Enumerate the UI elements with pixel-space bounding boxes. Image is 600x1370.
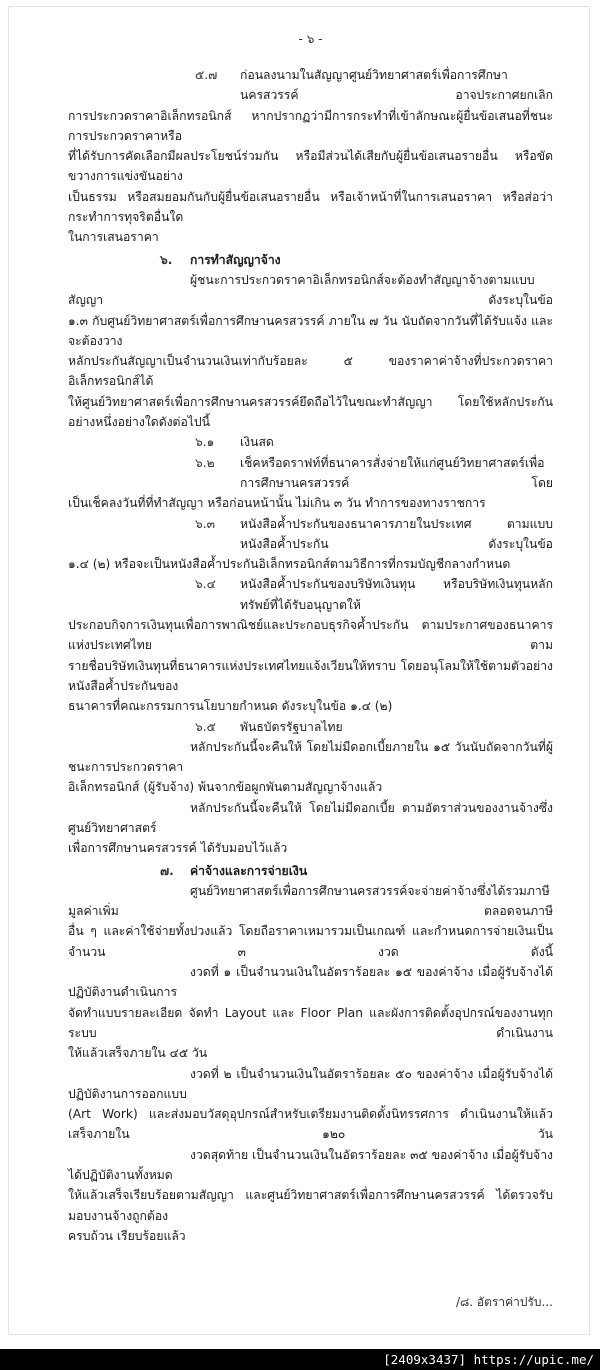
text-line: (Art Work) และส่งมอบวัสดุอุปกรณ์สำหรับเตรียมงานติดตั้งนิทรรศการ ดำเนินงานให้แล้วเสร็จภายใน ๑๒๐ วัน [68, 1107, 553, 1142]
text-line: อิเล็กทรอนิกส์ (ผู้รับจ้าง) พ้นจากข้อผูกพันตามสัญญาจ้างแล้ว [68, 780, 383, 795]
text-line: ศูนย์วิทยาศาสตร์เพื่อการศึกษานครสวรรค์จะจ่ายค่าจ้างซึ่งได้รวมภาษีมูลค่าเพิ่ม ตลอดจนภาษี [68, 883, 553, 919]
section-heading-row [160, 861, 553, 881]
watermark-bar [0, 1349, 600, 1370]
text-line: เพื่อการศึกษานครสวรรค์ ได้รับมอบไว้แล้ว [68, 841, 288, 856]
text-line: ๑.๓ กับศูนย์วิทยาศาสตร์เพื่อการศึกษานครสวรรค์ ภายใน ๗ วัน นับถัดจากวันที่ได้รับแจ้ง และจะต้องวาง [68, 313, 553, 348]
clause-number: ๕.๗ [195, 68, 218, 82]
text-line: การประกวดราคาอิเล็กทรอนิกส์ หากปรากฏว่ามีการกระทำที่เข้าลักษณะผู้ยื่นข้อเสนอที่ชนะการประกวดราคาหรือ [68, 108, 553, 143]
text-line: หนังสือค้ำประกันของบริษัทเงินทุน หรือบริษัทเงินทุนหลักทรัพย์ที่ได้รับอนุญาตให้ [240, 577, 553, 612]
text-line: เป็นเช็คลงวันที่ที่ทำสัญญา หรือก่อนหน้านั้น ไม่เกิน ๓ วัน ทำการของทางราชการ [68, 496, 486, 511]
text-line: ให้ศูนย์วิทยาศาสตร์เพื่อการศึกษานครสวรรค์ยึดถือไว้ในขณะทำสัญญา โดยใช้หลักประกันอย่างหนึ่งอย่างใดดังต่อไปนี้ [68, 394, 553, 430]
text-line: ประกอบกิจการเงินทุนเพื่อการพาณิชย์และประกอบธุรกิจค้ำประกัน ตามประกาศของธนาคารแห่งประเทศไทย ตาม [68, 618, 553, 653]
clause-row [195, 65, 553, 106]
text-line: ครบถ้วน เรียบร้อยแล้ว [68, 1228, 186, 1243]
clause-number: ๖.๕ [195, 719, 216, 734]
text-line: ธนาคารที่คณะกรรมการนโยบายกำหนด ดังระบุในข้อ ๑.๔ (๒) [68, 699, 393, 714]
watermark-text: [2409x3437] https://upic.me/ [383, 1352, 594, 1368]
text-line: ในการเสนอราคา [68, 230, 159, 245]
clause-number: ๖.๒ [195, 455, 215, 470]
page-number: - ๖ - [298, 32, 323, 46]
text-line: ก่อนลงนามในสัญญาศูนย์วิทยาศาสตร์เพื่อการศึกษานครสวรรค์ อาจประกาศยกเลิก [240, 68, 553, 103]
text-line: ผู้ชนะการประกวดราคาอิเล็กทรอนิกส์จะต้องทำสัญญาจ้างตามแบบสัญญา ดังระบุในข้อ [68, 272, 553, 308]
text-line: เป็นธรรม หรือสมยอมกันกับผู้ยื่นข้อเสนอรายอื่น หรือเจ้าหน้าที่ในการเสนอราคา หรือส่อว่ากระทำการทุจริตอื่นใด [68, 189, 553, 225]
text-line: พันธบัตรรัฐบาลไทย [240, 719, 343, 734]
clause-row [195, 717, 553, 737]
text-line: ที่ได้รับการคัดเลือกมีผลประโยชน์ร่วมกัน หรือมีส่วนได้เสียกับผู้ยื่นข้อเสนอรายอื่น หรือขัดขวางการแข่งขันอย่าง [68, 149, 553, 184]
text-line: รายชื่อบริษัทเงินทุนที่ธนาคารแห่งประเทศไทยแจ้งเวียนให้ทราบ โดยอนุโลมให้ใช้ตามตัวอย่างหนังสือค้ำประกันของ [68, 658, 553, 693]
clause-row [195, 514, 553, 555]
section-number: ๗. [160, 863, 174, 878]
text-line: อื่น ๆ และค่าใช้จ่ายทั้งปวงแล้ว โดยถือราคาเหมารวมเป็นเกณฑ์ และกำหนดการจ่ายเงินเป็น จำนวน ๓ งวด ดังนี้ [68, 924, 553, 959]
text-line: หลักประกันนี้จะคืนให้ โดยไม่มีดอกเบี้ยภายใน ๑๕ วันนับถัดจากวันที่ผู้ชนะการประกวดราคา [68, 739, 553, 775]
text-line: เงินสด [240, 435, 274, 450]
clause-row [195, 432, 553, 452]
clause-number: ๖.๔ [195, 577, 216, 592]
text-line: หลักประกันสัญญาเป็นจำนวนเงินเท่ากับร้อยละ ๕ ของราคาค่าจ้างที่ประกวดราคาอิเล็กทรอนิกส์ได้ [68, 354, 553, 389]
section-heading: ค่าจ้างและการจ่ายเงิน [190, 863, 308, 878]
clause-number: ๖.๓ [195, 516, 215, 531]
section-number: ๖. [160, 252, 173, 267]
page-sheet [8, 6, 590, 1335]
document-body [68, 65, 553, 1246]
text-line: หนังสือค้ำประกันของธนาคารภายในประเทศ ตามแบบหนังสือค้ำประกัน ดังระบุในข้อ [240, 516, 553, 551]
text-line: หลักประกันนี้จะคืนให้ โดยไม่มีดอกเบี้ย ตามอัตราส่วนของงานจ้างซึ่งศูนย์วิทยาศาสตร์ [68, 800, 553, 835]
clause-row [195, 453, 553, 494]
text-line: งวดที่ ๒ เป็นจำนวนเงินในอัตราร้อยละ ๕๐ ของค่าจ้าง เมื่อผู้รับจ้างได้ปฏิบัติงานการออกแบบ [68, 1066, 553, 1101]
section-heading-row [160, 250, 553, 270]
text-line: จัดทำแบบรายละเอียด จัดทำ Layout และ Floor Plan และผังการติดตั้งอุปกรณ์ของงานทุกระบบ ดำเนินงาน [68, 1005, 553, 1040]
clause-number: ๖.๑ [195, 435, 215, 450]
text-line: ให้แล้วเสร็จภายใน ๔๕ วัน [68, 1046, 208, 1061]
text-line: เช็คหรือดราฟท์ที่ธนาคารสั่งจ่ายให้แก่ศูนย์วิทยาศาสตร์เพื่อการศึกษานครสวรรค์ โดย [240, 455, 553, 490]
clause-row [195, 574, 553, 615]
continuation-note: /๘. อัตราค่าปรับ... [455, 1295, 553, 1310]
text-line: ให้แล้วเสร็จเรียบร้อยตามสัญญา และศูนย์วิทยาศาสตร์เพื่อการศึกษานครสวรรค์ ได้ตรวจรับมอบงานจ้างถูกต้อง [68, 1188, 553, 1223]
text-line: ๑.๔ (๒) หรือจะเป็นหนังสือค้ำประกันอิเล็กทรอนิกส์ตามวิธีการที่กรมบัญชีกลางกำหนด [68, 557, 511, 572]
section-heading: การทำสัญญาจ้าง [190, 252, 281, 267]
text-line: งวดสุดท้าย เป็นจำนวนเงินในอัตราร้อยละ ๓๕ ของค่าจ้าง เมื่อผู้รับจ้างได้ปฏิบัติงานทั้งหมด [68, 1147, 553, 1183]
text-line: งวดที่ ๑ เป็นจำนวนเงินในอัตราร้อยละ ๑๕ ของค่าจ้าง เมื่อผู้รับจ้างได้ปฏิบัติงานดำเนินการ [68, 965, 553, 1000]
